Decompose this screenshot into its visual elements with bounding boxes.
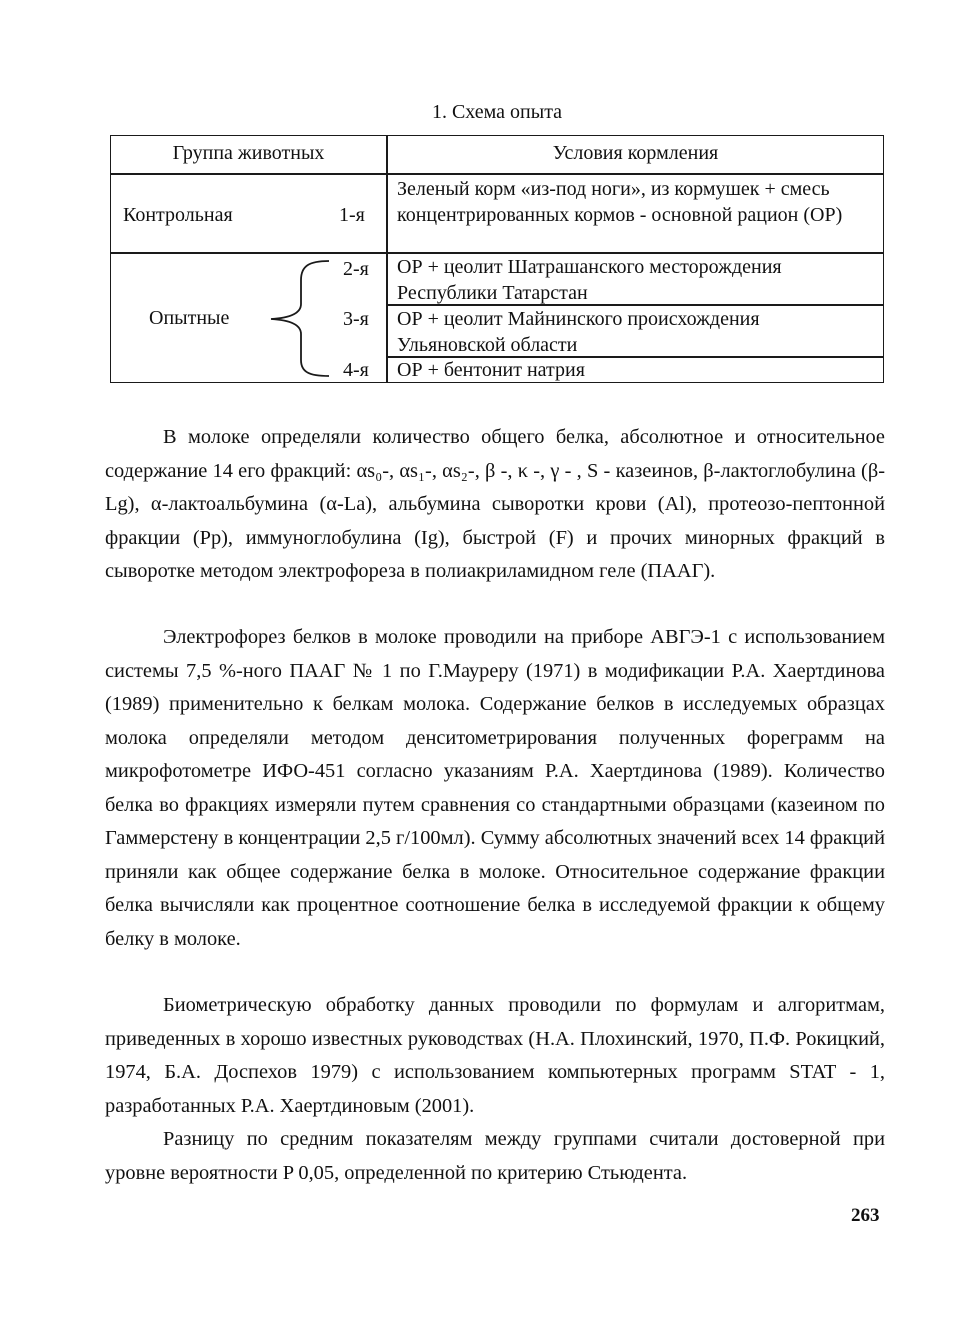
paragraph-biometric-processing: Биометрическую обработку данных проводили по формулам и алгоритмам, приведенных в хорошо известных руководствах (Н.А. Плохинский, 1970, П.Ф. Рокицкий, 1974, Б.А. Доспехов 1979) с использованием компьютерных программ STAT - 1, разработанных Р.А. Хаертдиновым (2001). [105, 994, 885, 1117]
header-conditions: Условия кормления [552, 142, 719, 164]
group-2-conditions: ОР + цеолит Шатрашанского месторождения Республики Татарстан [397, 256, 782, 304]
group-number-3: 3-я [343, 308, 369, 330]
experiment-scheme-table [110, 135, 884, 383]
control-conditions: Зеленый корм «из-под ноги», из кормушек + смесь концентрированных кормов - основной рацион (ОР) [397, 178, 843, 226]
header-divider [111, 173, 883, 175]
brace-icon [269, 256, 331, 380]
paragraph-electrophoresis-method: Электрофорез белков в молоке проводили на приборе АВГЭ-1 с использованием системы 7,5 %-ного ПААГ № 1 по Г.Мауреру (1971) в модификации Р.А. Хаертдинова (1989) применительно к белкам молока. Содержание белков в исследуемых образцах молока определяли методом денситометрирования полученных фореграмм на микрофотометре ИФО-451 согласно указаниям Р.А. Хаертдинова (1989). Количество белка во фракциях измеряли путем сравнения со стандартными образцами (казеином по Гаммерстену в концентрации 2,5 г/100мл). Сумму абсолютных значений всех 14 фракций приняли как общее содержание белка в молоке. Относительное содержание фракции белка вычисляли как процентное соотношение белка в исследуемой фракции к общему белку в молоке. [105, 626, 885, 950]
header-group: Группа животных [172, 142, 325, 164]
group-3-conditions: ОР + цеолит Майнинского происхождения Ульяновской области [397, 308, 760, 356]
group-number-2: 2-я [343, 258, 369, 280]
table-caption: 1. Схема опыта [431, 101, 563, 123]
experimental-group-label: Опытные [149, 307, 230, 329]
paragraph-significance-level: Разницу по средним показателям между группами считали достоверной при уровне вероятности P 0,05, определенной по критерию Стьюдента. [105, 1128, 885, 1184]
page-number: 263 [851, 1205, 880, 1226]
control-group-label: Контрольная [123, 204, 233, 226]
group-number-4: 4-я [343, 359, 369, 381]
group-4-conditions: ОР + бентонит натрия [397, 359, 585, 381]
paragraph-milk-protein-fractions: В молоке определяли количество общего белка, абсолютное и относительное содержание 14 его фракций: αs₀-, αs₁-, αs₂-, β -, κ -, γ - , S - казеинов, β-лактоглобулина (β-Lg), α-лактоальбумина (α-La), альбумина сыворотки крови (Al), протеозо-пептонной фракции (Pp), иммуноглобулина (Ig), быстрой (F) и прочих минорных фракций в сыворотке методом электрофореза в полиакриламидном геле (ПААГ). [105, 426, 885, 582]
control-group-number: 1-я [339, 204, 365, 226]
